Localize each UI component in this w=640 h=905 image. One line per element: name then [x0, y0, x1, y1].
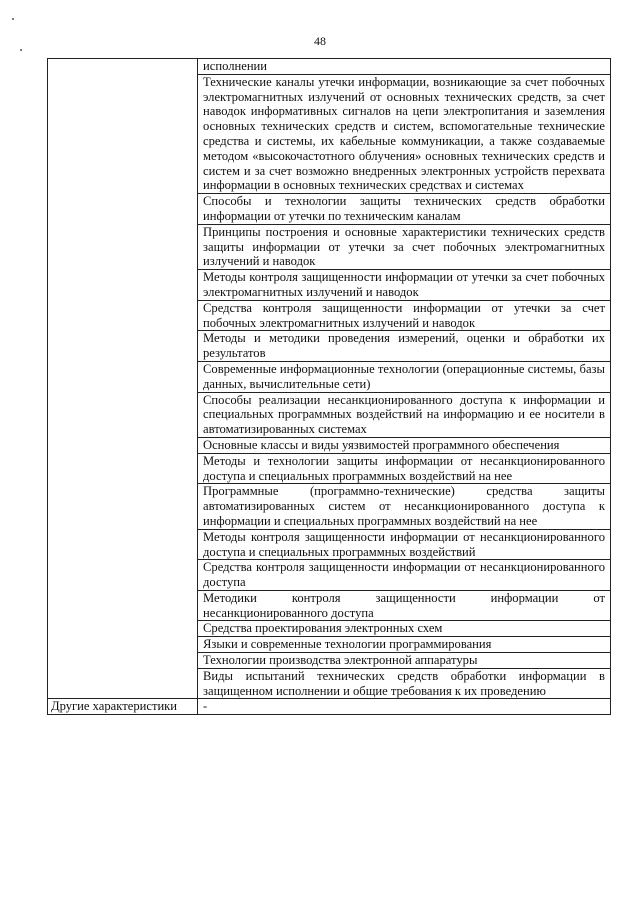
- table-cell: [198, 621, 611, 637]
- table-cell: [198, 653, 611, 669]
- cell-text: Принципы построения и основные характеристики технических средств защиты информации от утечки за счет побочных электромагнитных излучений и наводок: [203, 224, 605, 269]
- cell-text: Средства проектирования электронных схем: [203, 621, 443, 636]
- cell-text: Современные информационные технологии (операционные системы, базы данных, вычислительные сети): [203, 361, 605, 391]
- table-row: [48, 699, 611, 715]
- scan-speck: [20, 49, 22, 51]
- cell-text: Методы контроля защищенности информации от несанкционированного доступа и специальных программных воздействий: [203, 529, 605, 559]
- table-cell: [198, 668, 611, 699]
- requirements-table: [47, 58, 611, 715]
- cell-text: Технические каналы утечки информации, возникающие за счет побочных электромагнитных излучений от основных технических средств, за счет наводок информативных сигналов на цепи электропитания и заземления основных технических средств и систем, вспомогательные технические средства и системы, их кабельные коммуникации, а также создаваемые методом «высокочастотного облучения» основных технических средств и систем и за счет возможно внедренных электронных устройств перехвата информации в основных технических средствах и системах: [203, 74, 605, 193]
- table-cell: [198, 74, 611, 193]
- table-cell: [198, 529, 611, 560]
- cell-text: Средства контроля защищенности информации от утечки за счет побочных электромагнитных излучений и наводок: [203, 300, 605, 330]
- table-cell: [198, 637, 611, 653]
- table-cell: [198, 331, 611, 362]
- scan-speck: [12, 18, 14, 20]
- cell-text: Программные (программно-технические) средства защиты автоматизированных систем от несанкционированного доступа к информации и специальных программных воздействий на нее: [203, 484, 605, 528]
- cell-text: Способы реализации несанкционированного доступа к информации и специальных программных воздействий на информацию и ее носители в автоматизированных системах: [203, 392, 605, 437]
- cell-text: Средства контроля защищенности информации от несанкционированного доступа: [203, 560, 605, 590]
- table-cell: [198, 194, 611, 225]
- table-row: [48, 59, 611, 75]
- table-cell: [198, 453, 611, 484]
- table-cell: [198, 437, 611, 453]
- cell-text: Методы и технологии защиты информации от несанкционированного доступа и специальных программных воздействий на нее: [203, 453, 605, 483]
- table-cell: [198, 300, 611, 331]
- page-number: 48: [314, 34, 326, 48]
- cell-text: Методы контроля защищенности информации от утечки за счет побочных электромагнитных излучений и наводок: [203, 270, 605, 299]
- left-column-cell: [48, 59, 198, 699]
- cell-text: Языки и современные технологии программирования: [203, 637, 492, 652]
- cell-text: Способы и технологии защиты технических средств обработки информации от утечки по техническим каналам: [203, 194, 605, 223]
- table-cell: [198, 270, 611, 301]
- cell-text: Виды испытаний технических средств обработки информации в защищенном исполнении и общие требования к их проведению: [203, 668, 605, 698]
- cell-text: Методы и методики проведения измерений, оценки и обработки их результатов: [203, 331, 605, 361]
- table-cell: [198, 560, 611, 591]
- table-cell: [198, 224, 611, 269]
- table-cell: [198, 59, 611, 75]
- table-cell: [198, 484, 611, 529]
- other-characteristics-label: Другие характеристики: [48, 699, 198, 715]
- table-cell: [198, 392, 611, 437]
- cell-text: Технологии производства электронной аппаратуры: [203, 653, 478, 668]
- table-cell: [198, 590, 611, 621]
- other-characteristics-value: -: [198, 699, 611, 715]
- cell-text: Основные классы и виды уязвимостей программного обеспечения: [203, 437, 560, 452]
- cell-text: Методики контроля защищенности информации от несанкционированного доступа: [203, 590, 605, 620]
- cell-text: исполнении: [203, 59, 268, 73]
- table-cell: [198, 361, 611, 392]
